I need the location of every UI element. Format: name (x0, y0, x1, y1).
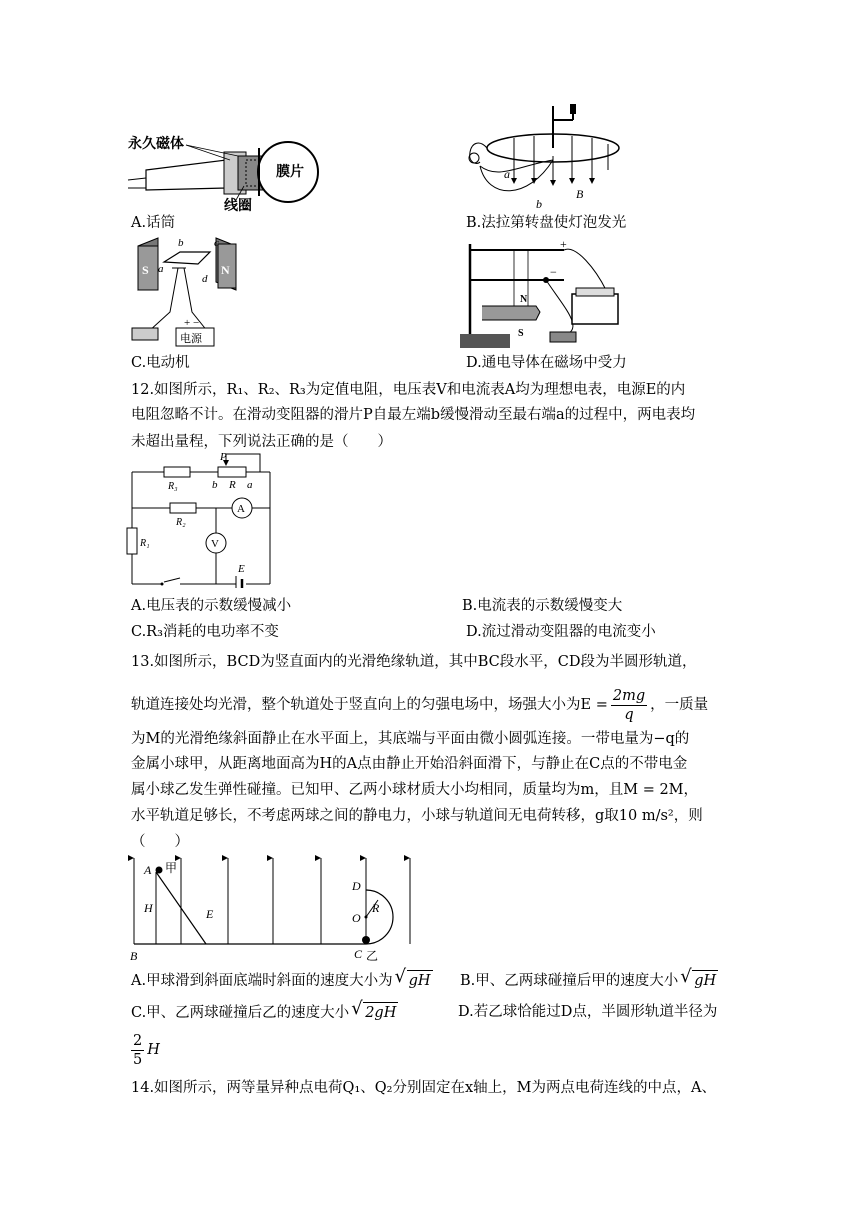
fig-b-B-label: B (576, 187, 584, 201)
figure-motor (118, 232, 264, 352)
track-A-label: A (144, 863, 152, 877)
q13-line-5: 属小球乙发生弹性碰撞。已知甲、乙两小球材质大小均相同，质量均为m，且M = 2M， (131, 782, 699, 798)
figure-conductor-force (456, 240, 632, 352)
fig-c-S-label: S (142, 263, 149, 277)
circuit-R2-label: R₂ (176, 517, 186, 528)
fig-c-b-label: b (178, 237, 184, 249)
q13-line-2 (131, 683, 708, 727)
circuit-A-label: A (237, 503, 245, 515)
fig-a-membrane-label: 膜片 (276, 165, 304, 180)
track-H-label: H (144, 901, 153, 915)
q13-option-d: D.若乙球恰能过D点，半圆形轨道半径为 (458, 1004, 718, 1020)
q13-option-b-root: √ gH (692, 970, 718, 991)
figure-microphone (126, 130, 326, 212)
circuit-E-label: E (238, 563, 245, 575)
fig-d-S-label: S (518, 328, 524, 339)
q11-option-d: D.通电导体在磁场中受力 (466, 355, 627, 371)
q13-option-d-fraction (131, 1032, 144, 1069)
figure-circuit-q12 (126, 448, 274, 588)
q13-option-d-den: 5 (133, 1051, 143, 1068)
q13-option-d-value (131, 1028, 160, 1072)
q12-option-a: A.电压表的示数缓慢减小 (131, 598, 292, 614)
q13-line-2-text: 轨道连接处均光滑，整个轨道处于竖直向上的匀强电场中，场强大小为E = (131, 697, 608, 713)
q12-line-3: 未超出量程，下列说法正确的是（ ） (131, 434, 392, 450)
track-R-label: R (372, 901, 380, 915)
fig-c-N-label: N (221, 263, 230, 277)
q13-line-7: （ ） (131, 834, 189, 850)
q13-line-2-tail: ，一质量 (650, 697, 709, 713)
fig-d-minus-label: − (550, 265, 557, 279)
fig-b-a-label: a (504, 167, 510, 181)
circuit-R3-label: R₃ (168, 481, 178, 492)
fig-c-a-label: a (158, 263, 164, 275)
q13-option-b (460, 970, 718, 991)
q11-option-a: A.话筒 (131, 215, 176, 231)
track-jia-label: 甲 (165, 861, 178, 875)
q13-option-c-text: C.甲、乙两球碰撞后乙的速度大小 (131, 1005, 350, 1021)
fig-d-plus-label: + (560, 240, 567, 251)
track-D-label: D (352, 879, 361, 893)
circuit-R1-label: R₁ (140, 538, 150, 549)
circuit-a-label: a (247, 479, 253, 491)
fig-a-coil-label: 线圈 (224, 199, 252, 212)
q13-option-d-num: 2 (133, 1032, 143, 1049)
q13-option-a-text: A.甲球滑到斜面底端时斜面的速度大小为 (131, 973, 393, 989)
q11-option-c: C.电动机 (131, 355, 190, 371)
track-O-label: O (352, 911, 361, 925)
q13-option-a-root: √ gH (407, 970, 433, 991)
q12-line-1: 12.如图所示，R₁、R₂、R₃为定值电阻，电压表V和电流表A均为理想电表，电源E的内 (131, 382, 686, 398)
q13-option-c-root: √ 2gH (363, 1002, 398, 1023)
circuit-V-label: V (211, 538, 219, 550)
fig-c-d-label: d (202, 273, 208, 285)
circuit-P-label: P (220, 451, 227, 463)
q12-option-d: D.流过滑动变阻器的电流变小 (466, 624, 656, 640)
q12-line-2: 电阻忽略不计。在滑动变阻器的滑片P自最左端b缓慢滑动至最右端a的过程中，两电表均 (131, 407, 696, 423)
q13-option-c (131, 1002, 398, 1023)
q13-line-3: 为M的光滑绝缘斜面静止在水平面上，其底端与平面由微小圆弧连接。一带电量为−q的 (131, 731, 690, 747)
q14-line-1: 14.如图所示，两等量异种点电荷Q₁、Q₂分别固定在x轴上，M为两点电荷连线的中点，A、 (131, 1080, 716, 1096)
fig-c-power-label: 电源 (180, 333, 202, 345)
fig-a-magnet-label: 永久磁体 (128, 137, 184, 152)
fraction-numerator: 2mg (612, 687, 646, 704)
circuit-b-label: b (212, 479, 218, 491)
q13-option-b-text: B.甲、乙两球碰撞后甲的速度大小 (460, 973, 679, 989)
q13-option-d-var: H (147, 1042, 160, 1058)
q13-option-a (131, 970, 433, 991)
fig-d-N-label: N (520, 294, 528, 305)
fig-c-pm-label: + − (184, 317, 200, 329)
track-E-label: E (206, 907, 214, 921)
q12-option-c: C.R₃消耗的电功率不变 (131, 624, 279, 640)
figure-track-q13 (126, 850, 416, 964)
track-B-label: B (130, 949, 138, 963)
figure-faraday-disk (458, 100, 628, 212)
q11-option-b: B.法拉第转盘使灯泡发光 (466, 215, 627, 231)
fig-c-c-label: c (214, 237, 219, 249)
fraction-denominator: q (624, 706, 634, 723)
fig-b-b-label: b (536, 197, 542, 211)
q13-line-4: 金属小球甲，从距离地面高为H的A点由静止开始沿斜面滑下，与静止在C点的不带电金 (131, 756, 688, 772)
q13-line-1: 13.如图所示，BCD为竖直面内的光滑绝缘轨道，其中BC段水平，CD段为半圆形轨道， (131, 654, 697, 670)
field-fraction (611, 687, 647, 724)
q12-option-b: B.电流表的示数缓慢变大 (462, 598, 623, 614)
circuit-R-label: R (229, 479, 236, 491)
track-C-label: C (354, 947, 363, 961)
track-yi-label: 乙 (366, 949, 379, 963)
q13-line-6: 水平轨道足够长，不考虑两球之间的静电力，小球与轨道间无电荷转移，g取10 m/s²，则 (131, 808, 703, 824)
